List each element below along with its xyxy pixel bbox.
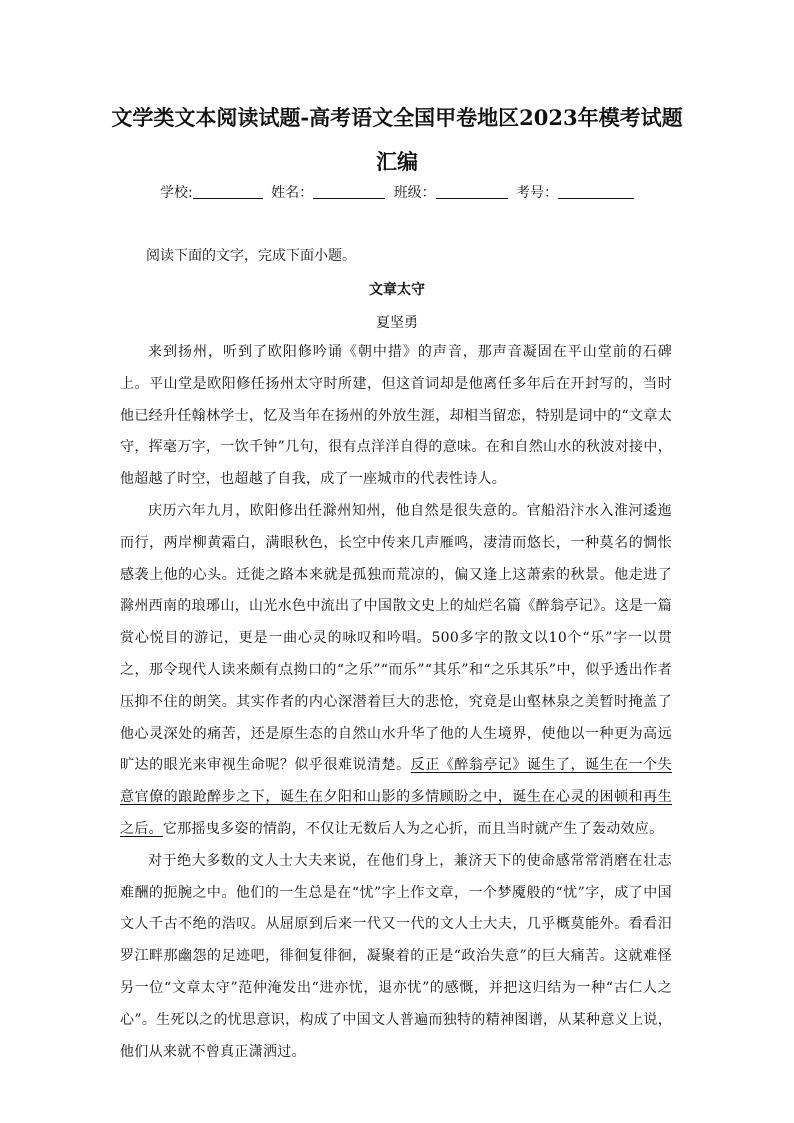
- article-body: [120, 337, 672, 1068]
- class-blank[interactable]: [436, 184, 508, 199]
- school-blank[interactable]: [193, 184, 263, 199]
- paragraph-2: [120, 496, 672, 846]
- paragraph-2-text-b: 它那摇曳多姿的情韵，不仅让无数后人为之心折，而且当时就产生了轰动效应。: [162, 820, 664, 837]
- paragraph-3: 对于绝大多数的文人士大夫来说，在他们身上，兼济天下的使命感常常消磨在壮志难酬的扼腕之中。他们的一生总是在“忧”字上作文章，一个梦魇般的“忧”字，成了中国文人千古不绝的浩叹。从屈原到后来一代又一代的文人士大夫，几乎概莫能外。看看汨罗江畔那幽怨的足迹吧，徘徊复徘徊，凝聚着的正是“政治失意”的巨大痛苦。这就难怪另一位“文章太守”范仲淹发出“进亦忧，退亦忧”的感慨，并把这归结为一种“古仁人之心”。生死以之的忧思意识，构成了中国文人普遍而独特的精神图谱，从某种意义上说，他们从来就不曾真正潇洒过。: [120, 852, 672, 1060]
- paragraph-2-text-a: 庆历六年九月，欧阳修出任滁州知州，他自然是很失意的。官船沿汴水入淮河逶迤而行，两岸柳黄霜白，满眼秋色，长空中传来几声雁鸣，凄清而悠长，一种莫名的惆怅感袭上他的心头。迁徙之路本来就是孤独而荒凉的，偏又逢上这萧索的秋景。他走进了滁州西南的琅琊山，山光水色中流出了中国散文史上的灿烂名篇《醉翁亭记》。这是一篇赏心悦目的游记，更是一曲心灵的咏叹和吟唱。500多字的散文以10个“乐”字一以贯之，那令现代人读来颇有点拗口的“之乐”“而乐”“其乐”和“之乐其乐”中，似乎透出作者压抑不住的朗笑。其实作者的内心深潜着巨大的悲怆，究竟是山壑林泉之美暂时掩盖了他心灵深处的痛苦，还是原生态的自然山水升华了他的人生境界，使他以一种更为高远旷达的眼光来审视生命呢？似乎很难说清楚。: [120, 502, 672, 774]
- exam-no-label: 考号：: [516, 185, 559, 201]
- underlined-sentence: 反正《醉翁亭记》诞生了，诞生在一个失意官僚的踉跄醉步之下，诞生在夕阳和山影的多情顾盼之中，诞生在心灵的困顿和再生之后。: [120, 757, 673, 837]
- article-title: 文章太守: [369, 282, 425, 298]
- name-label: 姓名：: [271, 185, 314, 201]
- page-title-line1: 文学类文本阅读试题-高考语文全国甲卷地区2023年模考试题: [111, 105, 683, 130]
- page-title-line2: 汇编: [376, 149, 418, 174]
- article-author: 夏坚勇: [376, 315, 418, 331]
- paragraph-1: 来到扬州，听到了欧阳修吟诵《朝中措》的声音，那声音凝固在平山堂前的石碑上。平山堂是欧阳修任扬州太守时所建，但这首词却是他离任多年后在开封写的，当时他已经升任翰林学士，忆及当年在扬州的外放生涯，却相当留恋，特别是词中的“文章太守，挥毫万字，一饮千钟”几句，很有点洋洋自得的意味。在和自然山水的秋波对接中，他超越了时空，也超越了自我，成了一座城市的代表性诗人。: [120, 344, 672, 488]
- school-label: 学校:: [159, 185, 193, 201]
- exam-no-blank[interactable]: [558, 184, 634, 199]
- student-info-row: [0, 182, 794, 202]
- instruction-text: 阅读下面的文字，完成下面小题。: [146, 248, 356, 264]
- name-blank[interactable]: [313, 184, 385, 199]
- class-label: 班级：: [393, 185, 436, 201]
